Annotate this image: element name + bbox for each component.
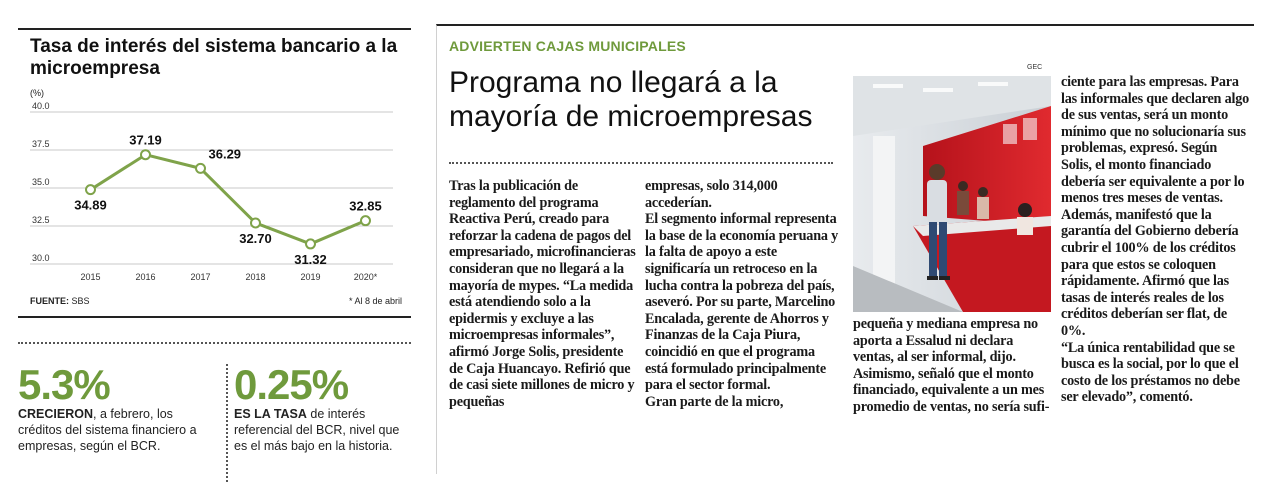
bank-office-photo: [853, 76, 1051, 312]
y-tick-label: 35.0: [32, 177, 50, 187]
paragraph: Asimismo, señaló que el monto financiado, equivalente a un mes promedio de ventas, no sería sufi-: [853, 365, 1050, 415]
article-column-1: [449, 178, 637, 410]
data-value-label: 32.85: [349, 198, 382, 214]
headline-divider: [449, 162, 833, 164]
data-value-labels: [74, 133, 382, 267]
stat-value: 5.3%: [18, 361, 110, 408]
chart-footnote: * Al 8 de abril: [348, 296, 402, 306]
y-axis-unit-label: (%): [30, 88, 44, 98]
y-tick-label: 32.5: [32, 215, 50, 225]
data-point: [86, 185, 95, 194]
data-value-label: 36.29: [208, 146, 242, 162]
data-value-label: 31.32: [294, 251, 327, 267]
x-tick-label: 2016: [135, 272, 156, 282]
stat-lead: ES LA TASA: [234, 407, 307, 421]
article-kicker: ADVIERTEN CAJAS MUNICIPALES: [449, 38, 686, 54]
y-tick-label: 40.0: [32, 101, 50, 111]
infographic-column: [18, 28, 411, 488]
x-tick-labels: [80, 272, 377, 282]
paragraph: El segmento informal representa la base de la economía peruana y la falta de apoyo a este significaría un retroceso en la lucha contra la pobreza del país, aseveró. Por su parte, Marcelino Encalada, gerente de Ahorros y Finanzas de la Caja Piura, coincidió en que el programa está formulado principalmente para el sector formal.: [645, 211, 839, 394]
x-tick-label: 2017: [190, 272, 211, 282]
stat-value: 0.25%: [234, 361, 349, 408]
y-tick-label: 37.5: [32, 139, 50, 149]
bank-office-illustration: [853, 76, 1051, 312]
paragraph: Tras la publicación de reglamento del programa Reactiva Perú, creado para reforzar la cadena de pagos del empresariado, microfinancieras consideran que no llegará a la mayoría de mypes. “La medida está atendiendo solo a la epidermis y excluye a las microempresas informales”, afirmó Jorge Solis, presidente de Caja Huancayo. Refirió que de casi siete millones de micro y pequeñas: [449, 178, 636, 410]
stat-description: [234, 406, 414, 454]
source-label: FUENTE:: [30, 296, 69, 306]
stat-body: , a febrero, los créditos del sistema financiero a empresas, según el BCR.: [18, 407, 197, 453]
interest-rate-line-chart: [18, 84, 411, 294]
series-line: [91, 155, 366, 244]
chart-box: [18, 28, 411, 318]
stat-body: de interés referencial del BCR, nivel que es el más bajo en la historia.: [234, 407, 400, 453]
chart-source: [30, 296, 402, 306]
paragraph: empresas, solo 314,000 accederían.: [645, 178, 778, 211]
y-tick-label: 30.0: [32, 253, 50, 263]
chart-title: Tasa de interés del sistema bancario a la microempresa: [30, 36, 398, 79]
x-tick-label: 2019: [300, 272, 321, 282]
photo-credit: GEC: [1027, 64, 1043, 71]
data-point: [251, 218, 260, 227]
article-column-3: [853, 316, 1051, 416]
paragraph: ciente para las empresas. Para las informales que declaren algo de sus ventas, será un monto mínimo que no solucionaría sus problemas, expresó. Según Solis, el monto financiado debería ser equivalente a por lo menos tres meses de ventas.: [1061, 74, 1250, 207]
paragraph: pequeña y mediana empresa no aporta a Essalud ni declara ventas, al ser informal, dijo.: [853, 316, 1038, 366]
article-column-2: [645, 178, 841, 410]
stats-divider: [18, 342, 411, 344]
data-value-label: 37.19: [129, 132, 162, 148]
source-value: SBS: [71, 296, 90, 306]
data-point: [196, 164, 205, 173]
stat-block-reference-rate: [226, 361, 414, 482]
news-article: [436, 24, 1254, 474]
x-tick-label: 2020*: [353, 272, 378, 282]
data-point: [306, 239, 315, 248]
y-tick-labels: [32, 101, 50, 263]
chart-grid: [30, 112, 393, 264]
paragraph: Gran parte de la micro,: [645, 393, 784, 410]
stat-block-credit-growth: [18, 361, 216, 454]
x-tick-label: 2015: [80, 272, 101, 282]
data-point: [141, 150, 150, 159]
paragraph: “La única rentabilidad que se busca es la social, por lo que el costo de los préstamos no debe ser elevado”, comentó.: [1061, 339, 1240, 406]
x-tick-label: 2018: [245, 272, 266, 282]
stat-lead: CRECIERON: [18, 407, 94, 421]
article-column-4: [1061, 74, 1251, 406]
data-point: [361, 216, 370, 225]
data-value-label: 32.70: [239, 230, 272, 246]
article-headline: Programa no llegará a la mayoría de microempresas: [449, 66, 813, 133]
data-value-label: 34.89: [74, 197, 107, 213]
paragraph: Además, manifestó que la garantía del Gobierno debería cubrir el 100% de los créditos para que estos se coloquen rápidamente. Afirmó que las tasas de interés reales de los créditos deberían ser flat, de 0%.: [1061, 206, 1239, 339]
stat-description: [18, 406, 216, 454]
